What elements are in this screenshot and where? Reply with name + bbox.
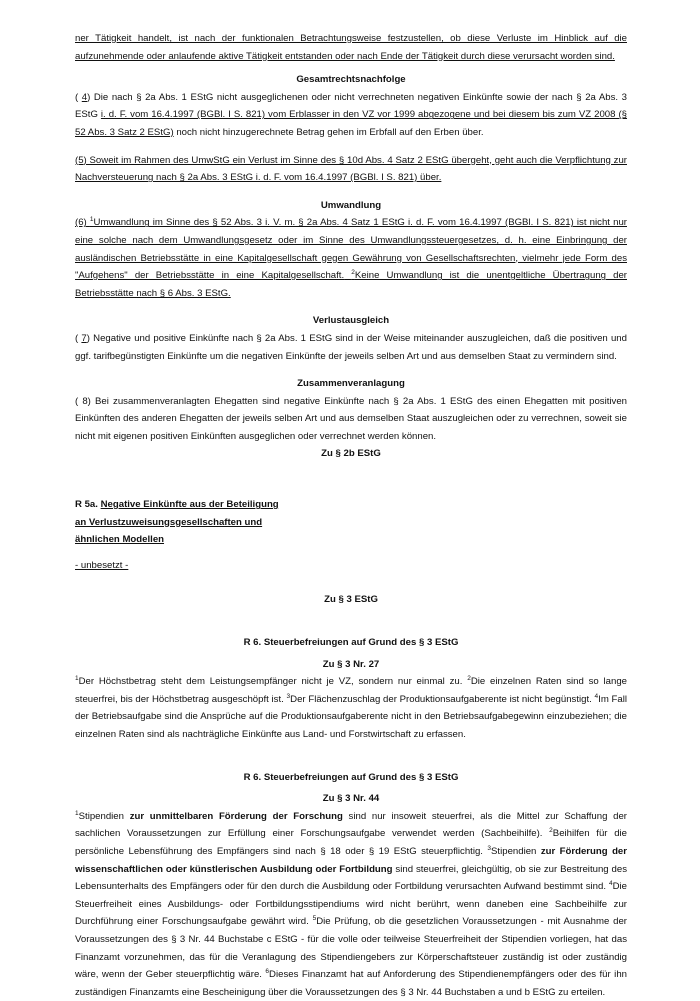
paragraph-8: ( 8) Bei zusammenveranlagten Ehegatten sind negative Einkünfte nach § 2a Abs. 1 EStG des einen Ehegatten mit positiven Einkünften des anderen Ehegatten der jeweils selben Art und aus demselben Staat auszugleichen oder zu verrechnen, soweit sie nicht mit eigenen positiven Einkünften ausgeglichen oder verrechnet werden können. <box>75 395 627 442</box>
heading-nr-27: Zu § 3 Nr. 27 <box>322 658 380 670</box>
paragraph-6: (6) $^1$Umwandlung im Sinne des § 52 Abs. 3 i. V. m. § 2a Abs. 4 Satz 1 EStG i. d. F. vom 16.4.1997 (BGBl. I S. 821) ist nicht nur eine solche nach dem Umwandlungsgesetz oder im Sinne des Umwandlungssteuergesetzes, d. h. eine Einbringung der ausländischen Betriebsstätte in eine Kapitalgesellschaft gegen Gewährung von Gesellschaftsrechten, vielmehr jede Form des "Aufgehens" der Betriebsstätte in eine Kapitalgesellschaft. $^2$Keine Umwandlung ist die unentgeltliche Übertragung der Betriebsstätte nach § 6 Abs. 3 EStG. <box>75 216 627 299</box>
paragraph-continuation-text: ner Tätigkeit handelt, ist nach der funktionalen Betrachtungsweise festzustellen, ob diese Verluste im Hinblick auf die aufzunehmende oder anlaufende aktive Tätigkeit entstanden oder nach Ende der Tätigkeit durch diese verursacht worden sind. <box>75 33 627 62</box>
paragraph-continuation <box>75 30 627 65</box>
heading-nr-44: Zu § 3 Nr. 44 <box>322 793 380 805</box>
r5a-title: R 5a. Negative Einkünfte aus der Beteiligung an Verlustzuweisungsgesellschaften und ähnlichen Modellen <box>75 499 279 546</box>
r5a-unbesetzt: - unbesetzt - <box>75 559 129 571</box>
heading-zu-2b-estg: Zu § 2b EStG <box>321 448 381 460</box>
heading-gesamtrechtsnachfolge: Gesamtrechtsnachfolge <box>296 74 406 86</box>
paragraph-7: ( 7) Negative und positive Einkünfte nach § 2a Abs. 1 EStG sind in der Weise miteinander auszugleichen, daß die positiven und ggf. tarifbegünstigten Einkünfte um die negativen Einkünfte der jeweils selben Art und aus demselben Staat zu vermindern sind. <box>75 332 627 362</box>
heading-verlustausgleich: Verlustausgleich <box>312 315 390 327</box>
heading-zu-3-estg: Zu § 3 EStG <box>324 594 378 606</box>
paragraph-5: (5) Soweit im Rahmen des UmwStG ein Verlust im Sinne des § 10d Abs. 4 Satz 2 EStG übergeht, geht auch die Verpflichtung zur Nachversteuerung nach § 2a Abs. 3 EStG i. d. F. vom 16.4.1997 (BGBl. I S. 821) über. <box>75 154 627 184</box>
paragraph-nr-44: $^1$Stipendien zur unmittelbaren Förderung der Forschung sind nur insoweit steuerfrei, als die Mittel zur Schaffung der sachlichen Voraussetzungen zur Erfüllung einer Forschungsaufgabe verwendet werden (Sachbeihilfe). $^2$Beihilfen für die persönliche Lebensführung des Empfängers sind nach § 18 oder § 19 EStG steuerpflichtig. $^3$Stipendien zur Förderung der wissenschaftlichen oder künstlerischen Ausbildung oder Fortbildung sind steuerfrei, gleichgültig, ob sie zur Bestreitung des Lebensunterhalts des Empfängers oder für den durch die Ausbildung oder Fortbildung verursachten Aufwand bestimmt sind. $^4$Die Steuerfreiheit eines Ausbildungs- oder Fortbildungsstipendiums wird nicht berührt, wenn daneben eine Sachbeihilfe zur Durchführung einer Forschungsaufgabe gewährt wird. $^5$Die Prüfung, ob die gesetzlichen Voraussetzungen - mit Ausnahme der Voraussetzungen des § 3 Nr. 44 Buchstabe c EStG - für die volle oder teilweise Steuerfreiheit der Stipendien vorliegen, hat das Finanzamt vorzunehmen, das für die Veranlagung des Stipendiengebers zur Körperschaftsteuer zuständig ist oder zuständig wäre, wenn der Geber steuerpflichtig wäre. $^6$Dieses Finanzamt hat auf Anforderung des Stipendienempfängers oder des für ihn zuständigen Finanzamts eine Bescheinigung über die Voraussetzungen des § 3 Nr. 44 Buchstaben a und b EStG zu erteilen. <box>75 809 627 998</box>
heading-umwandlung: Umwandlung <box>320 199 382 211</box>
document-page <box>75 30 627 1001</box>
paragraph-4: ( 4) Die nach § 2a Abs. 1 EStG nicht ausgeglichenen oder nicht verrechneten negativen Einkünfte sowie der nach § 2a Abs. 3 EStG i. d. F. vom 16.4.1997 (BGBl. I S. 821) vom Erblasser in den VZ vor 1999 abgezogene und bei diesem bis zum VZ 2008 (§ 52 Abs. 3 Satz 2 EStG) noch nicht hinzugerechnete Betrag gehen im Erbfall auf den Erben über. <box>75 91 628 138</box>
heading-r6-second: R 6. Steuerbefreiungen auf Grund des § 3 EStG <box>243 771 459 783</box>
paragraph-nr-27: $^1$Der Höchstbetrag steht dem Leistungsempfänger nicht je VZ, sondern nur einmal zu. $^2$Die einzelnen Raten sind so lange steuerfrei, bis der Höchstbetrag ausgeschöpft ist. $^3$Der Flächenzuschlag der Produktionsaufgaberente ist nicht begünstigt. $^4$Im Fall der Betriebsaufgabe sind die Ansprüche auf die Produktionsaufgaberente nicht in den Betriebsaufgabegewinn einzubeziehen; die einzelnen Raten sind als nachträgliche Einkünfte aus Land- und Forstwirtschaft zu erfassen. <box>75 675 628 740</box>
heading-r6-first: R 6. Steuerbefreiungen auf Grund des § 3 EStG <box>243 637 459 649</box>
heading-zusammenveranlagung: Zusammenveranlagung <box>297 378 405 390</box>
